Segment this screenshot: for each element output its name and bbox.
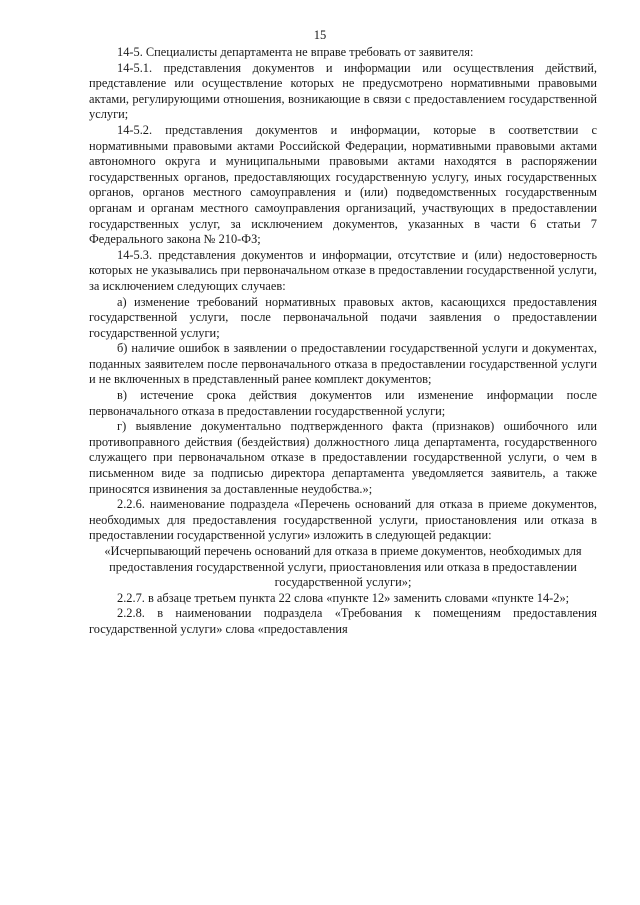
paragraph-14-5-2: 14-5.2. представления документов и информации, которые в соответствии с нормативными правовыми актами Российской Федерации, нормативными правовыми актами автономного округа и муниципальными правовыми актами находятся в распоряжении государственных органов, предоставляющих государственную услугу, иных государственных органов, органов местного самоуправления и (или) подведомственных государственным органам и органам местного самоуправления организаций, участвующих в предоставлении государственных услуг, за исключением документов, указанных в части 6 статьи 7 Федерального закона № 210-ФЗ; xyxy=(89,122,597,247)
paragraph-14-5-1: 14-5.1. представления документов и информации или осуществления действий, представление или осуществление которых не предусмотрено нормативными правовыми актами, регулирующими отношения, возникающие в связи с предоставлением государственной услуги; xyxy=(89,60,597,122)
paragraph-14-5-3: 14-5.3. представления документов и информации, отсутствие и (или) недостоверность которых не указывались при первоначальном отказе в предоставлении государственной услуги, за исключением следующих случаев: xyxy=(89,247,597,293)
paragraph-item-a: а) изменение требований нормативных правовых актов, касающихся предоставления государственной услуги, после первоначальной подачи заявления о предоставлении государственной услуги; xyxy=(89,294,597,340)
paragraph-2-2-6: 2.2.6. наименование подраздела «Перечень оснований для отказа в приеме документов, необходимых для предоставления государственной услуги, приостановления или отказа в предоставлении государственной услуги» изложить в следующей редакции: xyxy=(89,497,597,543)
new-subsection-title: «Исчерпывающий перечень оснований для отказа в приеме документов, необходимых для предоставления государственной услуги, приостановления или отказа в предоставлении государственной услуги»; xyxy=(104,544,582,590)
paragraph-14-5: 14-5. Специалисты департамента не вправе требовать от заявителя: xyxy=(117,45,474,59)
page-number: 15 xyxy=(313,28,327,42)
paragraph-item-v: в) истечение срока действия документов или изменение информации после первоначального отказа в предоставлении государственной услуги; xyxy=(89,388,597,418)
paragraph-item-g: г) выявление документально подтвержденного факта (признаков) ошибочного или противоправного действия (бездействия) должностного лица департамента, государственного служащего при первоначальном отказе в предоставлении государственной услуги, о чем в письменном виде за подписью директора департамента уведомляется заявитель, а также приносятся извинения за доставленные неудобства.»; xyxy=(89,419,597,496)
paragraph-2-2-7: 2.2.7. в абзаце третьем пункта 22 слова «пункте 12» заменить словами «пункте 14-2»; xyxy=(117,590,570,605)
paragraph-2-2-8: 2.2.8. в наименовании подраздела «Требования к помещениям предоставления государственной услуги» слова «предоставления xyxy=(89,606,597,636)
paragraph-item-b: б) наличие ошибок в заявлении о предоставлении государственной услуги и документах, поданных заявителем после первоначального отказа в предоставлении государственной услуги и не включенных в представленный ранее комплект документов; xyxy=(89,341,597,387)
document-body xyxy=(89,45,597,638)
